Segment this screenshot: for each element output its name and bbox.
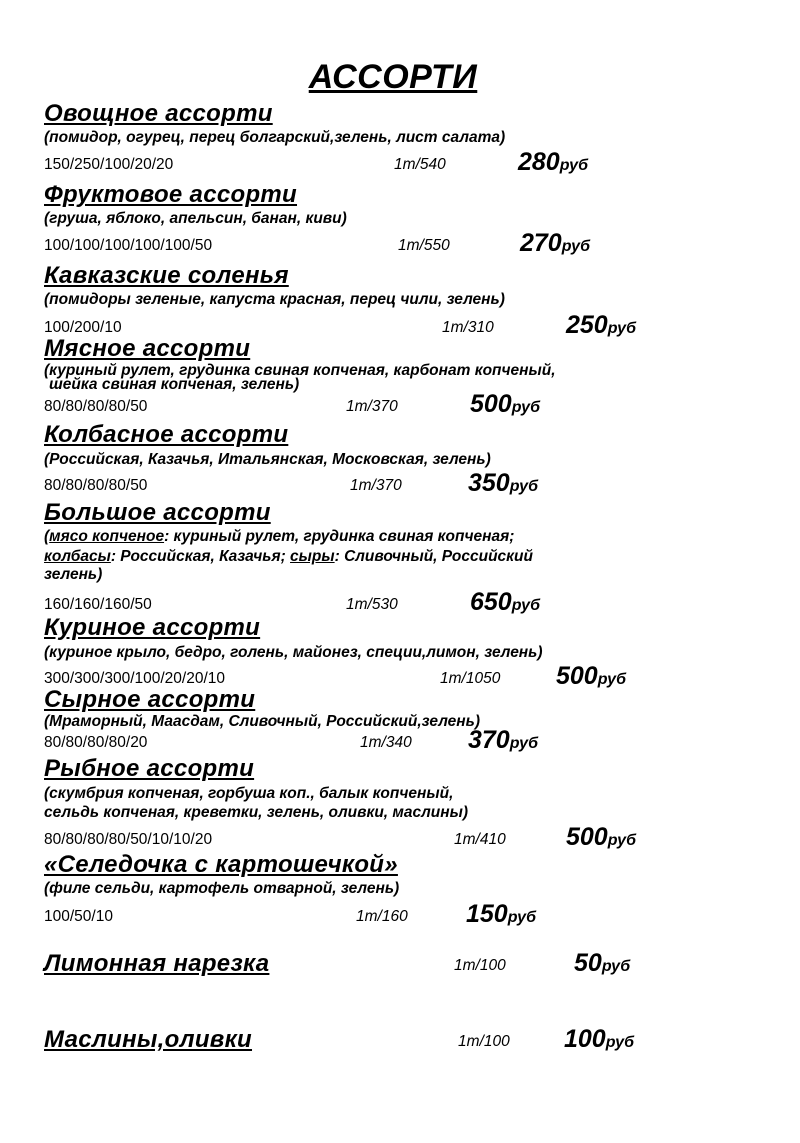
- item-yield: 1т/550: [398, 237, 450, 254]
- item-description: (куриное крыло, бедро, голень, майонез, специи,лимон, зелень): [44, 644, 543, 661]
- item-yield: 1т/370: [350, 477, 402, 494]
- item-name: Лимонная нарезка: [44, 950, 270, 977]
- item-weights: 100/100/100/100/100/50: [44, 237, 213, 254]
- item-name: Рыбное ассорти: [44, 755, 255, 782]
- item-name: Маслины,оливки: [44, 1026, 253, 1053]
- item-price: 100руб: [564, 1025, 635, 1053]
- item-price: 500руб: [470, 390, 541, 418]
- item-description: (куриный рулет, грудинка свиная копченая, карбонат копченый,: [44, 362, 556, 379]
- item-description: сельдь копченая, креветки, зелень, оливки, маслины): [44, 804, 469, 821]
- item-description: (мясо копченое: куриный рулет, грудинка свиная копченая;: [44, 528, 515, 545]
- item-description: шейка свиная копченая, зелень): [49, 376, 300, 393]
- item-yield: 1т/160: [356, 908, 408, 925]
- item-weights: 150/250/100/20/20: [44, 156, 174, 173]
- item-weights: 100/200/10: [44, 319, 122, 336]
- item-yield: 1т/540: [394, 156, 446, 173]
- item-yield: 1т/340: [360, 734, 412, 751]
- item-yield: 1т/530: [346, 596, 398, 613]
- item-price: 270руб: [520, 229, 591, 257]
- item-description: (Российская, Казачья, Итальянская, Московская, зелень): [44, 451, 491, 468]
- item-name: Колбасное ассорти: [44, 421, 289, 448]
- item-weights: 300/300/300/100/20/20/10: [44, 670, 226, 687]
- item-weights: 80/80/80/80/50/10/10/20: [44, 831, 213, 848]
- item-name: Большое ассорти: [44, 499, 271, 526]
- item-name: Сырное ассорти: [44, 686, 256, 713]
- item-description: (скумбрия копченая, горбуша коп., балык копченый,: [44, 785, 454, 802]
- item-weights: 100/50/10: [44, 908, 113, 925]
- item-yield: 1т/100: [454, 957, 506, 974]
- item-weights: 80/80/80/80/20: [44, 734, 148, 751]
- item-yield: 1т/410: [454, 831, 506, 848]
- item-yield: 1т/310: [442, 319, 494, 336]
- item-price: 280руб: [518, 148, 589, 176]
- item-description: (Мраморный, Маасдам, Сливочный, Российский,зелень): [44, 713, 480, 730]
- item-yield: 1т/100: [458, 1033, 510, 1050]
- item-name: Кавказские соленья: [44, 262, 289, 289]
- item-price: 150руб: [466, 900, 537, 928]
- item-price: 650руб: [470, 588, 541, 616]
- item-name: Овощное ассорти: [44, 100, 273, 127]
- item-name: «Селедочка с картошечкой»: [44, 851, 398, 878]
- item-weights: 160/160/160/50: [44, 596, 152, 613]
- item-description: (помидор, огурец, перец болгарский,зелень, лист салата): [44, 129, 506, 146]
- item-description: (помидоры зеленые, капуста красная, перец чили, зелень): [44, 291, 505, 308]
- item-yield: 1т/1050: [440, 670, 501, 687]
- item-description: зелень): [44, 566, 103, 583]
- item-name: Мясное ассорти: [44, 335, 251, 362]
- item-price: 500руб: [566, 823, 637, 851]
- item-description: колбасы: Российская, Казачья; сыры: Сливочный, Российский: [44, 548, 533, 565]
- item-name: Фруктовое ассорти: [44, 181, 298, 208]
- page-title: АССОРТИ: [308, 58, 478, 96]
- item-description: (груша, яблоко, апельсин, банан, киви): [44, 210, 347, 227]
- item-yield: 1т/370: [346, 398, 398, 415]
- item-price: 500руб: [556, 662, 627, 690]
- item-description: (филе сельди, картофель отварной, зелень): [44, 880, 400, 897]
- item-weights: 80/80/80/80/50: [44, 477, 148, 494]
- item-price: 370руб: [468, 726, 539, 754]
- item-price: 250руб: [566, 311, 637, 339]
- item-weights: 80/80/80/80/50: [44, 398, 148, 415]
- item-name: Куриное ассорти: [44, 614, 261, 641]
- item-price: 50руб: [574, 949, 631, 977]
- item-price: 350руб: [468, 469, 539, 497]
